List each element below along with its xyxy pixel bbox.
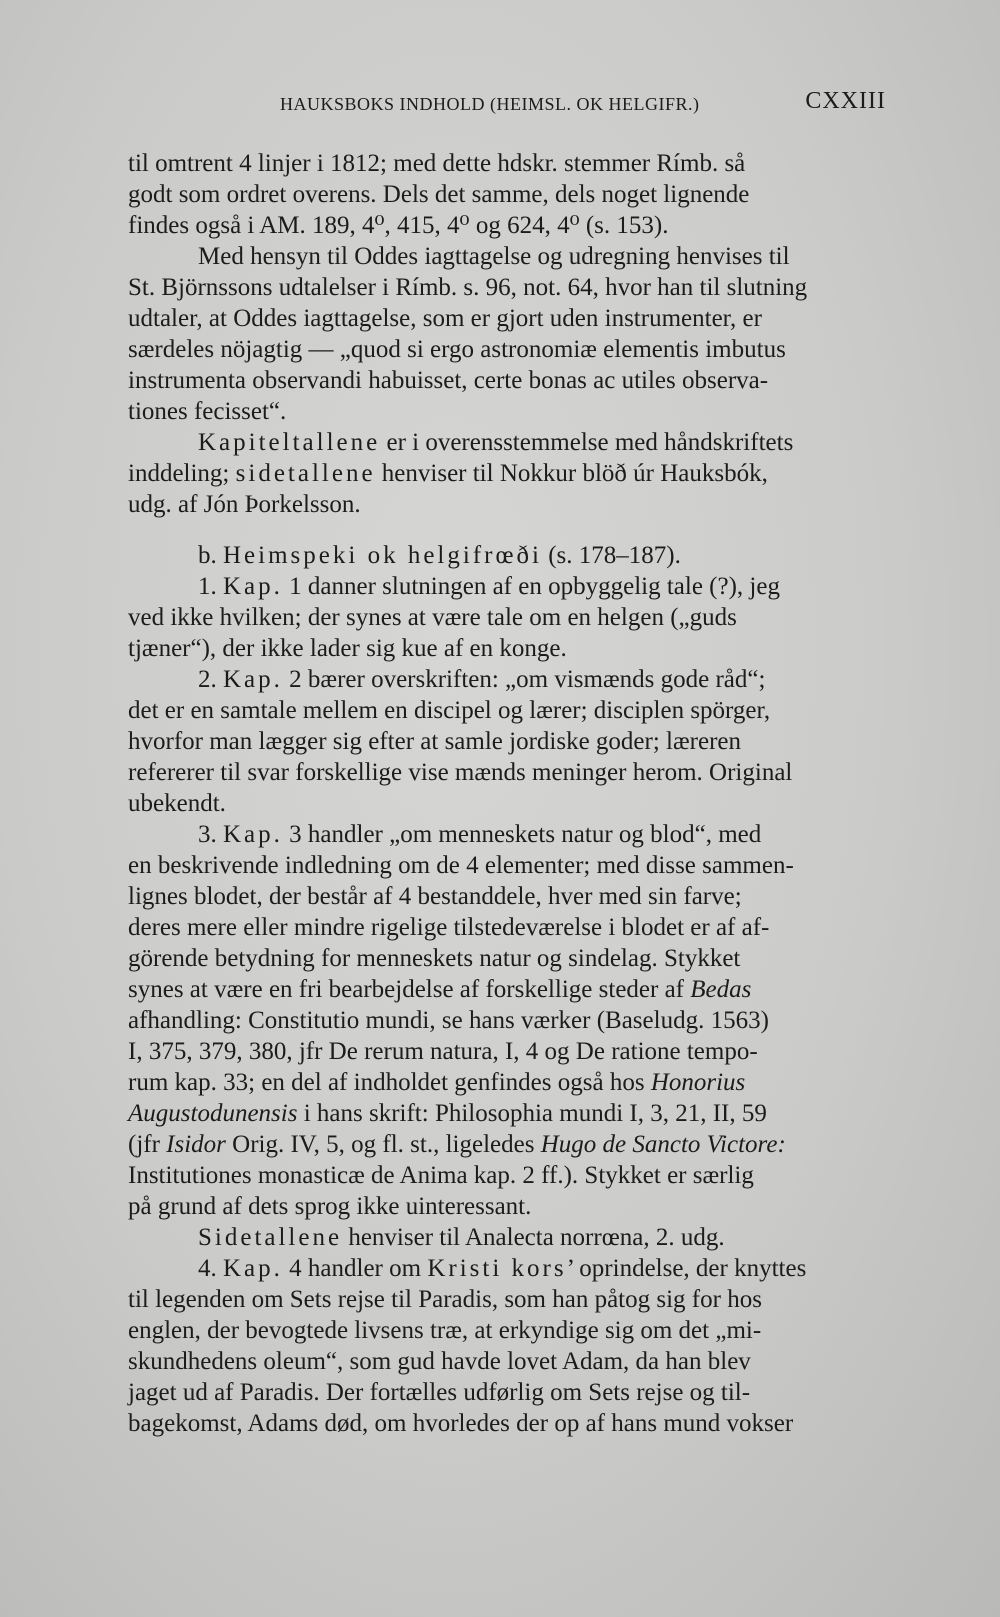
text-line: skundhedens oleum“, som gud havde lovet Adam, da han blev — [128, 1348, 751, 1375]
text-run: b. — [198, 542, 223, 569]
text-line: en beskrivende indledning om de 4 elementer; med disse sammen- — [128, 852, 794, 879]
text-line: til legenden om Sets rejse til Paradis, som han påtog sig for hos — [128, 1286, 762, 1313]
text-line: afhandling: Constitutio mundi, se hans værker (Baseludg. 1563) — [128, 1007, 769, 1034]
text-line: Med hensyn til Oddes iagttagelse og udregning henvises til — [198, 243, 790, 270]
text-run: Augustodunensis — [128, 1100, 298, 1127]
text-run: Kap. — [223, 1255, 283, 1282]
page-header — [280, 88, 886, 124]
text-run: sidetallene — [235, 460, 376, 487]
text-run: 2 bærer overskriften: „om vismænds gode råd“; — [282, 666, 766, 693]
text-line: bagekomst, Adams død, om hvorledes der op af hans mund vokser — [128, 1410, 794, 1437]
text-run: 3. — [198, 821, 223, 848]
text-line: ubekendt. — [128, 790, 226, 817]
text-line: særdeles nöjagtig — „quod si ergo astronomiæ elementis imbutus — [128, 336, 786, 363]
text-run: Hugo de Sancto Victore: — [540, 1131, 786, 1158]
text-run: ’ oprindelse, der knyttes — [566, 1255, 807, 1282]
text-run: Honorius — [650, 1069, 746, 1096]
text-run: Kristi kors — [427, 1255, 567, 1282]
text-run: Kap. — [223, 573, 283, 600]
text-run: henviser til Nokkur blöð úr Hauksbók, — [375, 460, 768, 487]
text-line: udtaler, at Oddes iagttagelse, som er gjort uden instrumenter, er — [128, 305, 762, 332]
body-text — [128, 148, 888, 1439]
text-run: (jfr — [128, 1131, 167, 1158]
text-line: findes også i AM. 189, 4⁰, 415, 4⁰ og 624, 4⁰ (s. 153). — [128, 212, 669, 239]
text-line — [128, 458, 888, 489]
text-line — [128, 1253, 888, 1284]
text-line: udg. af Jón Þorkelsson. — [128, 491, 361, 518]
text-run: Isidor — [166, 1131, 226, 1158]
text-run: er i overensstemmelse med håndskriftets — [380, 429, 794, 456]
text-line: jaget ud af Paradis. Der fortælles udførlig om Sets rejse og til- — [128, 1379, 751, 1406]
text-line — [128, 1222, 888, 1253]
text-run: inddeling; — [128, 460, 236, 487]
text-line — [128, 540, 888, 571]
paragraph-gap — [128, 520, 888, 540]
text-line: hvorfor man lægger sig efter at samle jordiske goder; læreren — [128, 728, 742, 755]
text-line: Institutiones monasticæ de Anima kap. 2 ff.). Stykket er særlig — [128, 1162, 754, 1189]
text-run: Sidetallene — [198, 1224, 343, 1251]
page-number: CXXIII — [805, 88, 886, 114]
text-run: i hans skrift: Philosophia mundi I, 3, 21, II, 59 — [297, 1100, 767, 1127]
text-line: lignes blodet, der består af 4 bestanddele, hver med sin farve; — [128, 883, 742, 910]
text-line: englen, der bevogtede livsens træ, at erkyndige sig om det „mi- — [128, 1317, 762, 1344]
text-run: Orig. IV, 5, og fl. st., ligeledes — [225, 1131, 541, 1158]
text-line: görende betydning for menneskets natur og sindelag. Stykket — [128, 945, 741, 972]
text-line: St. Björnssons udtalelser i Rímb. s. 96, not. 64, hvor han til slutning — [128, 274, 808, 301]
text-run: rum kap. 33; en del af indholdet genfindes også hos — [128, 1069, 651, 1096]
text-line: tjæner“), der ikke lader sig kue af en konge. — [128, 635, 567, 662]
text-line — [128, 1067, 888, 1098]
text-line: det er en samtale mellem en discipel og lærer; disciplen spörger, — [128, 697, 771, 724]
text-line — [128, 974, 888, 1005]
text-run: Kap. — [223, 666, 283, 693]
text-line — [128, 819, 888, 850]
text-line — [128, 664, 888, 695]
text-line — [128, 571, 888, 602]
text-run: 3 handler „om menneskets natur og blod“, med — [282, 821, 762, 848]
text-run: 1 danner slutningen af en opbyggelig tale (?), jeg — [282, 573, 780, 600]
text-run: Kap. — [223, 821, 283, 848]
text-line — [128, 1098, 888, 1129]
text-run: 1. — [198, 573, 223, 600]
text-line: tiones fecisset“. — [128, 398, 287, 425]
text-run: synes at være en fri bearbejdelse af forskellige steder af — [128, 976, 691, 1003]
text-run: (s. 178–187). — [541, 542, 681, 569]
text-run: 4 handler om — [282, 1255, 428, 1282]
text-line: til omtrent 4 linjer i 1812; med dette hdskr. stemmer Rímb. så — [128, 150, 746, 177]
text-line: godt som ordret overens. Dels det samme, dels noget lignende — [128, 181, 750, 208]
text-line: refererer til svar forskellige vise mænds meninger herom. Original — [128, 759, 793, 786]
text-line: I, 375, 379, 380, jfr De rerum natura, I, 4 og De ratione tempo- — [128, 1038, 758, 1065]
running-title: HAUKSBOKS INDHOLD (HEIMSL. OK HELGIFR.) — [280, 94, 700, 114]
text-run: Bedas — [690, 976, 752, 1003]
text-line: ved ikke hvilken; der synes at være tale om en helgen („guds — [128, 604, 737, 631]
text-line — [128, 427, 888, 458]
text-line: instrumenta observandi habuisset, certe bonas ac utiles observa- — [128, 367, 769, 394]
text-run: 2. — [198, 666, 223, 693]
text-line: deres mere eller mindre rigelige tilstedeværelse i blodet er af af- — [128, 914, 770, 941]
text-run: Kapiteltallene — [198, 429, 381, 456]
text-run: henviser til Analecta norrœna, 2. udg. — [342, 1224, 725, 1251]
text-line: på grund af dets sprog ikke uinteressant. — [128, 1193, 532, 1220]
text-run: 4. — [198, 1255, 223, 1282]
text-run: Heimspeki ok helgifrœði — [223, 542, 542, 569]
text-line — [128, 1129, 888, 1160]
